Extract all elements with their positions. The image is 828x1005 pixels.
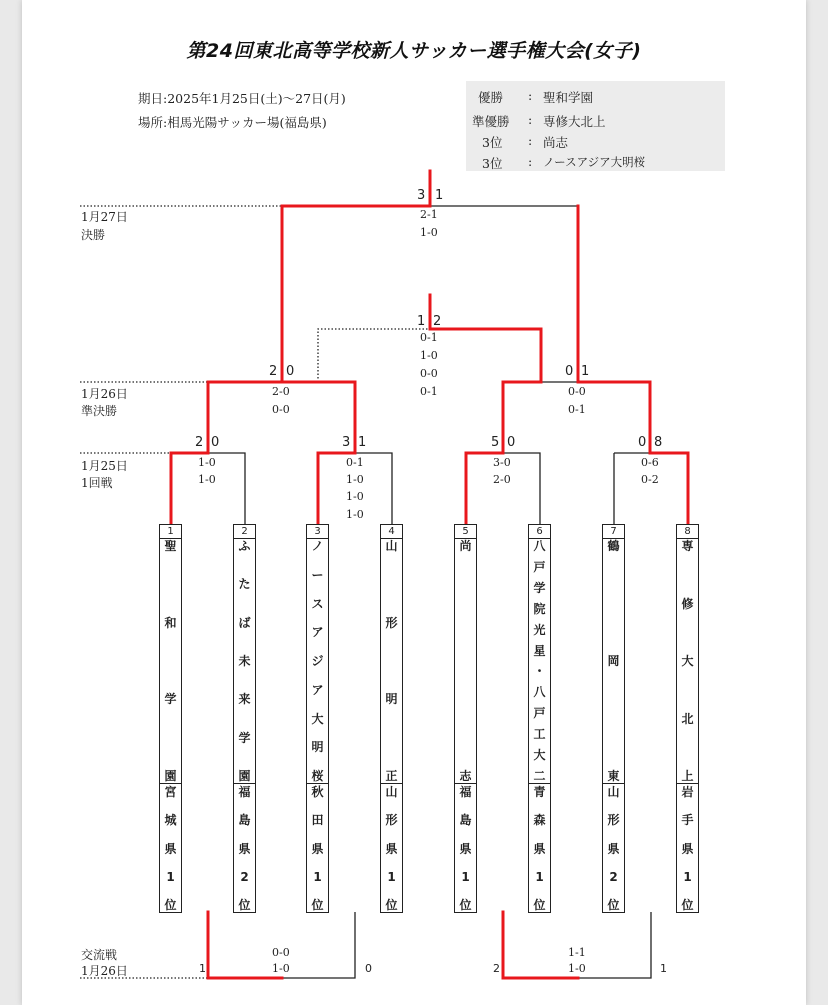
result-rank: 準優勝 bbox=[472, 114, 510, 129]
final-label: 決勝 bbox=[81, 228, 106, 242]
team-name-char: 戸 bbox=[533, 559, 546, 574]
ex2-line bbox=[578, 912, 651, 978]
team-name-char: 上 bbox=[681, 769, 694, 783]
team-number: 8 bbox=[677, 525, 698, 539]
team-name-char: 大 bbox=[681, 654, 694, 668]
third-place-leader bbox=[318, 329, 430, 382]
semi-date-label: 1月26日 bbox=[81, 387, 128, 401]
team-name-char: 園 bbox=[238, 768, 251, 783]
third-half: 1-0 bbox=[420, 349, 438, 362]
team-prefecture-char: 1 bbox=[535, 869, 544, 884]
ex2-score-left: 2 bbox=[493, 962, 500, 975]
team-number: 6 bbox=[529, 525, 550, 539]
team-number: 5 bbox=[455, 525, 476, 539]
third-winner-path bbox=[430, 295, 541, 382]
team-box bbox=[602, 524, 625, 913]
r1-2-half: 0-1 bbox=[346, 456, 364, 469]
result-team: 尚志 bbox=[543, 135, 569, 150]
team-prefecture-char: 2 bbox=[240, 869, 249, 884]
team-name bbox=[529, 540, 550, 784]
r1-2-half: 1-0 bbox=[346, 508, 364, 521]
team-prefecture bbox=[307, 786, 328, 912]
final-half: 2-1 bbox=[420, 208, 438, 221]
third-half: 0-1 bbox=[420, 331, 438, 344]
third-score-left: 1 bbox=[417, 314, 426, 329]
ex2-half: 1-0 bbox=[568, 962, 586, 975]
team-prefecture-char: 位 bbox=[533, 898, 546, 912]
team-name-char: 尚 bbox=[459, 539, 472, 553]
ex1-score-left: 1 bbox=[199, 962, 206, 975]
team-name-char: た bbox=[238, 577, 251, 592]
team-number: 4 bbox=[381, 525, 402, 539]
team-name-char: 八 bbox=[533, 539, 546, 553]
final-half: 1-0 bbox=[420, 226, 438, 239]
exchange-date-label: 1月26日 bbox=[81, 964, 128, 978]
r1-2-half: 1-0 bbox=[346, 490, 364, 503]
team-name-char: ノ bbox=[311, 539, 324, 553]
r1-3-score-right: 0 bbox=[507, 435, 516, 450]
team-name-char: 専 bbox=[681, 539, 694, 553]
team-name-char: 岡 bbox=[607, 654, 620, 668]
result-team: 聖和学園 bbox=[543, 90, 594, 105]
team-prefecture bbox=[160, 786, 181, 912]
r1-4-half: 0-2 bbox=[641, 473, 659, 486]
team-prefecture bbox=[677, 786, 698, 912]
team-prefecture-char: 1 bbox=[461, 869, 470, 884]
team-name-char: 桜 bbox=[311, 769, 324, 783]
team-name-char: ア bbox=[311, 625, 324, 640]
team-prefecture-char: 位 bbox=[385, 898, 398, 912]
team-name-char: 学 bbox=[164, 692, 177, 707]
ex1-winner-path bbox=[208, 912, 282, 978]
team-prefecture-char: 県 bbox=[681, 841, 694, 856]
team-prefecture-char: 田 bbox=[311, 813, 324, 828]
team-prefecture-char: 山 bbox=[385, 785, 398, 799]
team-box bbox=[528, 524, 551, 913]
team-prefecture-char: 島 bbox=[238, 813, 251, 828]
final-score-right: 1 bbox=[435, 188, 444, 203]
r1-2-score-left: 3 bbox=[342, 435, 351, 450]
result-rank: 3位 bbox=[482, 135, 503, 150]
team-prefecture-char: 城 bbox=[164, 813, 177, 828]
r1-3-half: 3-0 bbox=[493, 456, 511, 469]
winner-path-r1-2 bbox=[282, 382, 355, 525]
result-team: ノースアジア大明桜 bbox=[543, 155, 646, 169]
semi-label: 準決勝 bbox=[81, 404, 118, 418]
team-prefecture-char: 岩 bbox=[681, 785, 694, 799]
result-team: 専修大北上 bbox=[543, 114, 606, 129]
result-sep: : bbox=[528, 112, 533, 127]
r1-1-half: 1-0 bbox=[198, 456, 216, 469]
result-rank: 3位 bbox=[482, 156, 503, 171]
team-box bbox=[676, 524, 699, 913]
exchange-label: 交流戦 bbox=[81, 948, 118, 962]
team-name-char: 来 bbox=[238, 692, 251, 707]
r1-1-half: 1-0 bbox=[198, 473, 216, 486]
team-prefecture bbox=[603, 786, 624, 912]
result-rank: 優勝 bbox=[478, 90, 504, 105]
team-name-char: ー bbox=[311, 567, 324, 582]
ex2-winner-path bbox=[503, 912, 578, 978]
team-prefecture-char: 形 bbox=[607, 813, 620, 828]
team-prefecture-char: 青 bbox=[533, 785, 546, 799]
ex1-half: 0-0 bbox=[272, 946, 290, 959]
team-number: 7 bbox=[603, 525, 624, 539]
r1-2-score-right: 1 bbox=[358, 435, 367, 450]
team-prefecture-char: 1 bbox=[166, 869, 175, 884]
dates-text: 期日:2025年1月25日(土)〜27日(月) bbox=[138, 91, 346, 106]
team-name-char: 鶴 bbox=[607, 539, 620, 553]
team-name-char: 正 bbox=[385, 768, 398, 783]
team-prefecture-char: 位 bbox=[459, 898, 472, 912]
semi1-score-left: 2 bbox=[269, 364, 278, 379]
winner-path-right bbox=[578, 206, 688, 525]
r1-3-score-left: 5 bbox=[491, 435, 500, 450]
team-name-char: 大 bbox=[533, 748, 546, 763]
team-number: 3 bbox=[307, 525, 328, 539]
team-name-char: 大 bbox=[311, 711, 324, 726]
team-prefecture-char: 県 bbox=[385, 841, 398, 856]
team-name-char: 明 bbox=[385, 692, 398, 707]
final-score-left: 3 bbox=[417, 188, 426, 203]
team-prefecture-char: 県 bbox=[533, 841, 546, 856]
team-prefecture-char: 県 bbox=[459, 841, 472, 856]
team-prefecture-char: 1 bbox=[683, 869, 692, 884]
team-prefecture-char: 福 bbox=[238, 785, 251, 799]
team-prefecture-char: 手 bbox=[681, 813, 694, 828]
team-prefecture-char: 秋 bbox=[311, 785, 324, 799]
venue-text: 場所:相馬光陽サッカー場(福島県) bbox=[138, 115, 327, 130]
semi1-half: 2-0 bbox=[272, 385, 290, 398]
team-name-char: 光 bbox=[533, 622, 546, 637]
team-box bbox=[159, 524, 182, 913]
team-name bbox=[455, 540, 476, 784]
team-prefecture-char: 県 bbox=[311, 841, 324, 856]
team-prefecture-char: 位 bbox=[164, 898, 177, 912]
final-date-label: 1月27日 bbox=[81, 210, 128, 224]
r1-label: 1回戦 bbox=[81, 476, 113, 490]
team-name-char: 学 bbox=[533, 580, 546, 595]
team-box bbox=[233, 524, 256, 913]
team-prefecture-char: 島 bbox=[459, 813, 472, 828]
team-name-char: ジ bbox=[311, 654, 324, 668]
team-name-char: 戸 bbox=[533, 706, 546, 721]
r1-1-score-right: 0 bbox=[211, 435, 220, 450]
team-name-char: 八 bbox=[533, 685, 546, 700]
team-prefecture-char: 1 bbox=[313, 869, 322, 884]
team-prefecture-char: 県 bbox=[164, 841, 177, 856]
ex1-line bbox=[282, 912, 355, 978]
team-box bbox=[454, 524, 477, 913]
r1-4-half: 0-6 bbox=[641, 456, 659, 469]
team-prefecture-char: 福 bbox=[459, 785, 472, 799]
semi2-half: 0-1 bbox=[568, 403, 586, 416]
team-prefecture-char: 森 bbox=[533, 813, 546, 828]
team-box bbox=[380, 524, 403, 913]
team-prefecture bbox=[455, 786, 476, 912]
r1-2-half: 1-0 bbox=[346, 473, 364, 486]
team-name bbox=[677, 540, 698, 784]
semi2-score-right: 1 bbox=[581, 364, 590, 379]
team-number: 1 bbox=[160, 525, 181, 539]
result-sep: : bbox=[528, 154, 533, 169]
r1-3-half: 2-0 bbox=[493, 473, 511, 486]
team-name-char: 形 bbox=[385, 615, 398, 630]
winner-path-left bbox=[171, 171, 430, 525]
team-prefecture-char: 2 bbox=[609, 869, 618, 884]
team-name bbox=[307, 540, 328, 784]
ex2-score-right: 1 bbox=[660, 962, 667, 975]
team-prefecture-char: 1 bbox=[387, 869, 396, 884]
team-name bbox=[381, 540, 402, 784]
team-name-char: 園 bbox=[164, 768, 177, 783]
team-name-char: 北 bbox=[681, 711, 694, 726]
team-prefecture-char: 位 bbox=[238, 898, 251, 912]
r1-1-score-left: 2 bbox=[195, 435, 204, 450]
team-name bbox=[603, 540, 624, 784]
team-box bbox=[306, 524, 329, 913]
ex1-score-right: 0 bbox=[365, 962, 372, 975]
team-prefecture-char: 位 bbox=[311, 898, 324, 912]
team-name-char: 山 bbox=[385, 539, 398, 553]
team-name-char: ア bbox=[311, 682, 324, 697]
team-name-char: 和 bbox=[164, 615, 177, 630]
result-sep: : bbox=[528, 133, 533, 148]
team-name-char: 東 bbox=[607, 769, 620, 783]
team-name-char: ス bbox=[311, 596, 324, 611]
team-name bbox=[234, 540, 255, 784]
ex2-half: 1-1 bbox=[568, 946, 586, 959]
team-prefecture-char: 県 bbox=[607, 841, 620, 856]
team-prefecture-char: 宮 bbox=[164, 785, 177, 799]
third-half: 0-0 bbox=[420, 367, 438, 380]
semi1-half: 0-0 bbox=[272, 403, 290, 416]
team-prefecture-char: 位 bbox=[681, 898, 694, 912]
team-name-char: ・ bbox=[533, 664, 546, 679]
team-name-char: 星 bbox=[533, 643, 546, 658]
semi1-score-right: 0 bbox=[286, 364, 295, 379]
team-name-char: 工 bbox=[533, 727, 546, 742]
team-name-char: ば bbox=[238, 615, 251, 630]
semi2-half: 0-0 bbox=[568, 385, 586, 398]
team-name bbox=[160, 540, 181, 784]
semi2-score-left: 0 bbox=[565, 364, 574, 379]
team-name-char: 未 bbox=[238, 653, 251, 668]
team-name-char: 修 bbox=[681, 596, 694, 611]
team-name-char: 明 bbox=[311, 740, 324, 755]
team-prefecture bbox=[529, 786, 550, 912]
page-title: 第24回東北高等学校新人サッカー選手権大会(女子) bbox=[186, 40, 642, 62]
ex1-half: 1-0 bbox=[272, 962, 290, 975]
r1-date-label: 1月25日 bbox=[81, 459, 128, 473]
team-prefecture bbox=[381, 786, 402, 912]
team-name-char: ふ bbox=[238, 539, 251, 553]
result-sep: : bbox=[528, 88, 533, 103]
third-score-right: 2 bbox=[433, 314, 442, 329]
team-prefecture bbox=[234, 786, 255, 912]
team-name-char: 院 bbox=[533, 601, 546, 616]
r1-4-score-left: 0 bbox=[638, 435, 647, 450]
team-prefecture-char: 県 bbox=[238, 841, 251, 856]
team-number: 2 bbox=[234, 525, 255, 539]
team-prefecture-char: 山 bbox=[607, 785, 620, 799]
team-prefecture-char: 位 bbox=[607, 898, 620, 912]
team-name-char: 聖 bbox=[164, 539, 177, 553]
team-name-char: 二 bbox=[533, 768, 546, 783]
team-name-char: 志 bbox=[459, 769, 472, 783]
team-name-char: 学 bbox=[238, 730, 251, 745]
team-prefecture-char: 形 bbox=[385, 813, 398, 828]
r1-4-score-right: 8 bbox=[654, 435, 663, 450]
third-half: 0-1 bbox=[420, 385, 438, 398]
